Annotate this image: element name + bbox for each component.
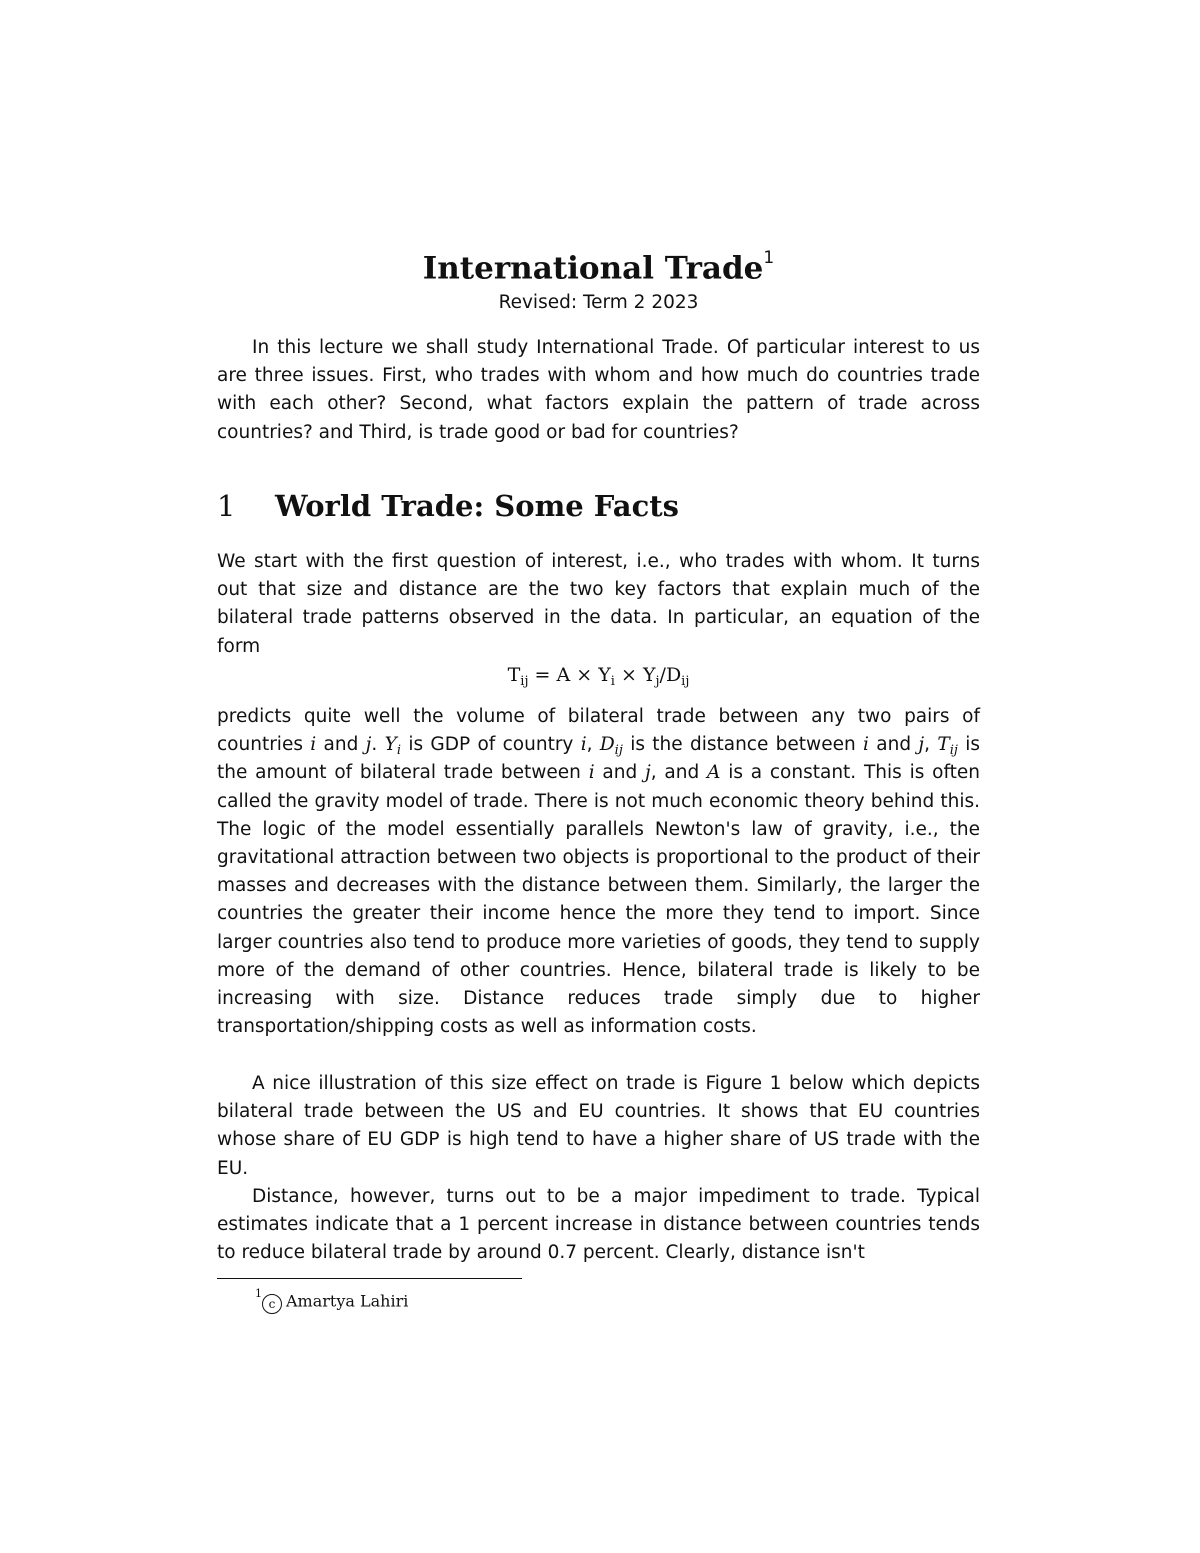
p2-text: is GDP of country (401, 734, 581, 756)
section-title: World Trade: Some Facts (275, 489, 679, 523)
document-subtitle: Revised: Term 2 2023 (498, 292, 699, 314)
p2-math: i (580, 734, 587, 756)
p2-text: , and (650, 762, 708, 784)
p2-math: A (707, 762, 721, 784)
eq-a: A (556, 664, 571, 686)
eq-equals: = (528, 664, 557, 686)
p2-text: . (371, 734, 385, 756)
section-number: 1 (217, 489, 236, 523)
title-block (217, 240, 980, 316)
p2-text: and (868, 734, 919, 756)
p2-math: j (645, 762, 651, 784)
eq-d: D (665, 664, 682, 686)
footnote (255, 1286, 408, 1314)
intro-paragraph: In this lecture we shall study International Trade. Of particular interest to us are three issues. First, who trades with whom and how much do countries trade with each other? Second, what factors explain the pattern of trade across countries? and Third, is trade good or bad for countries? (217, 337, 980, 443)
p2-math-sub: i (396, 743, 401, 759)
p2-math: i (310, 734, 317, 756)
copyright-icon: c (262, 1294, 282, 1314)
p2-text: and (316, 734, 366, 756)
footnote-divider (217, 1278, 522, 1279)
p2-math: i (863, 734, 869, 756)
p2-math: Y (384, 734, 397, 756)
eq-y1-sub: i (610, 674, 615, 689)
p2-math: j (365, 734, 372, 756)
document-title (217, 240, 980, 290)
title-footnote-mark: 1 (763, 248, 775, 268)
eq-slash: / (659, 664, 666, 686)
eq-times-1: × (570, 664, 599, 686)
p2-text: is the distance between (622, 734, 864, 756)
p2-text: , (586, 734, 600, 756)
p2-math: D (599, 734, 615, 756)
p2-math-sub: ij (949, 743, 958, 759)
p2-math: j (918, 734, 925, 756)
p2-text: is a constant. This is often called the gravity model of trade. There is not much economic theory behind this. The logic of the model essentially parallels Newton's law of gravity, i.e., the gravitational attraction between two objects is proportional to the product of their masses and decreases with the distance between them. Similarly, the larger the countries the greater their income hence the more they tend to import. Since larger countries also tend to produce more varieties of goods, they tend to supply more of the demand of other countries. Hence, bilateral trade is likely to be increasing with size. Distance reduces trade simply due to higher transportation/shipping costs as well as information costs. (217, 762, 980, 1038)
eq-lhs-sub: ij (520, 674, 529, 689)
eq-y1: Y (598, 664, 611, 686)
p2-text: predicts quite well the volume of bilateral trade between any two pairs of countries (217, 706, 980, 756)
p2-text: is the amount of bilateral trade between (217, 734, 980, 784)
footnote-mark: 1 (255, 1287, 262, 1300)
eq-lhs: T (507, 664, 521, 686)
footnote-text: Amartya Lahiri (286, 1291, 409, 1311)
document-title-text: International Trade (422, 250, 764, 287)
p2-text: , (924, 734, 938, 756)
gravity-equation (217, 661, 980, 689)
p2-text: and (594, 762, 646, 784)
eq-y2-sub: j (655, 674, 660, 689)
document-page (217, 0, 980, 1553)
eq-times-2: × (614, 664, 643, 686)
eq-y2: Y (642, 664, 656, 686)
section-paragraph-4: Distance, however, turns out to be a major impediment to trade. Typical estimates indicate that a 1 percent increase in distance between countries tends to reduce bilateral trade by around 0.7 percent. Clearly, distance isn't (217, 1186, 980, 1264)
p2-math-sub: ij (614, 743, 623, 759)
section-paragraph-1: We start with the first question of interest, i.e., who trades with whom. It turns out that size and distance are the two key factors that explain much of the bilateral trade patterns observed in the data. In particular, an equation of the form (217, 551, 980, 657)
section-heading (217, 484, 679, 528)
section-paragraph-2 (217, 703, 980, 1041)
p2-math: T (937, 734, 950, 756)
section-paragraph-3: A nice illustration of this size effect on trade is Figure 1 below which depicts bilateral trade between the US and EU countries. It shows that EU countries whose share of EU GDP is high tend to have a higher share of US trade with the EU. (217, 1073, 980, 1179)
eq-d-sub: ij (681, 674, 690, 689)
p2-math: i (588, 762, 595, 784)
